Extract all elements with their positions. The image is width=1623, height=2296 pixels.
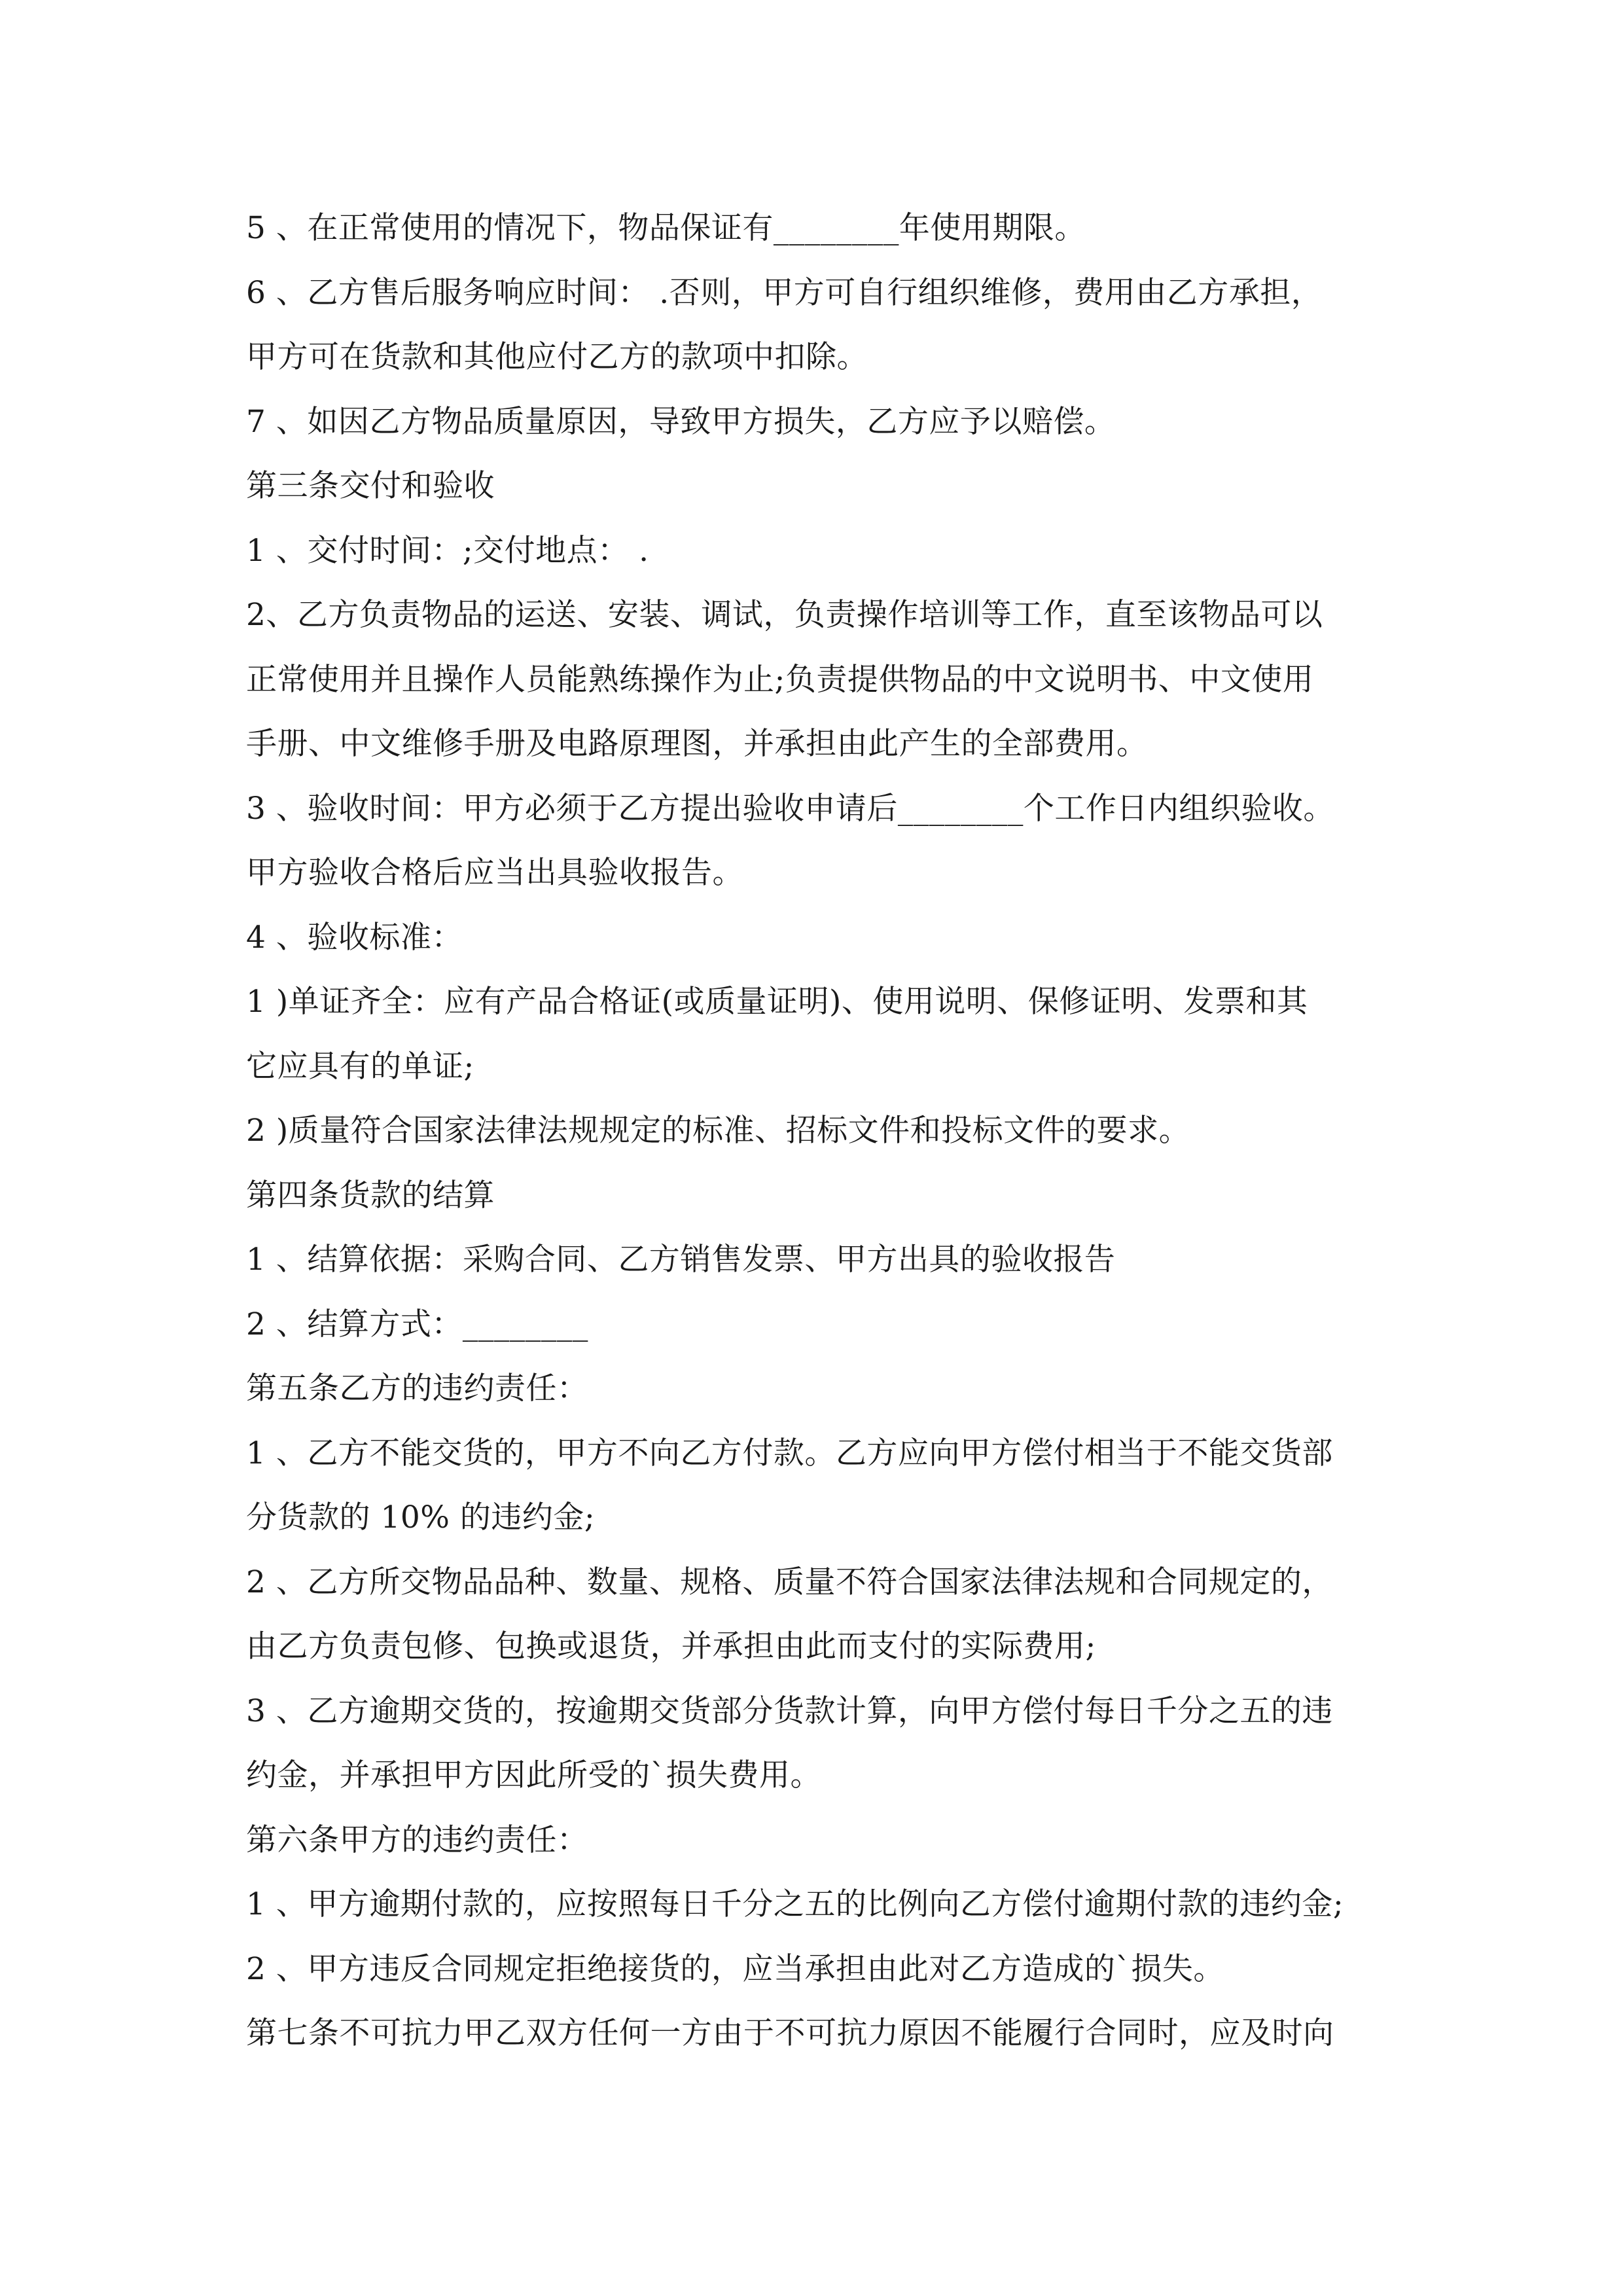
text-line: 2 )质量符合国家法律法规规定的标准、招标文件和投标文件的要求。 xyxy=(246,1113,1190,1149)
text-line: 2、乙方负责物品的运送、安装、调试，负责操作培训等工作，直至该物品可以 xyxy=(246,597,1323,633)
section-heading: 第四条货款的结算 xyxy=(246,1177,495,1213)
text-line: 7 、如因乙方物品质量原因，导致甲方损失，乙方应予以赔偿。 xyxy=(246,403,1116,440)
text-line: 3 、乙方逾期交货的，按逾期交货部分货款计算，向甲方偿付每日千分之五的违 xyxy=(246,1693,1333,1729)
text-line: 2 、乙方所交物品品种、数量、规格、质量不符合国家法律法规和合同规定的， xyxy=(246,1564,1333,1600)
text-line: 3 、验收时间：甲方必须于乙方提出验收申请后________个工作日内组织验收。 xyxy=(246,790,1334,827)
text-line: 由乙方负责包修、包换或退货，并承担由此而支付的实际费用; xyxy=(246,1628,1096,1664)
text-line: 1 )单证齐全：应有产品合格证(或质量证明)、使用说明、保修证明、发票和其 xyxy=(246,984,1308,1020)
document-body xyxy=(246,196,1398,2066)
text-line: 1 、结算依据：采购合同、乙方销售发票、甲方出具的验收报告 xyxy=(246,1242,1116,1278)
text-line: 正常使用并且操作人员能熟练操作为止;负责提供物品的中文说明书、中文使用 xyxy=(246,661,1314,698)
text-line: 手册、中文维修手册及电路原理图，并承担由此产生的全部费用。 xyxy=(246,726,1148,762)
text-line: 1 、甲方逾期付款的，应按照每日千分之五的比例向乙方偿付逾期付款的违约金; xyxy=(246,1886,1344,1922)
text-line: 4 、验收标准： xyxy=(246,919,463,956)
section-heading: 第六条甲方的违约责任： xyxy=(246,1821,588,1858)
section-heading: 第七条不可抗力甲乙双方任何一方由于不可抗力原因不能履行合同时，应及时向 xyxy=(246,2015,1334,2051)
text-line: 2 、结算方式：________ xyxy=(246,1306,588,1342)
text-line: 5 、在正常使用的情况下，物品保证有________年使用期限。 xyxy=(246,210,1086,246)
text-line: 2 、甲方违反合同规定拒绝接货的，应当承担由此对乙方造成的`损失。 xyxy=(246,1950,1224,1987)
text-line: 甲方验收合格后应当出具验收报告。 xyxy=(246,855,743,891)
text-line: 6 、乙方售后服务响应时间： .否则，甲方可自行组织维修，费用由乙方承担， xyxy=(246,274,1323,311)
section-heading: 第五条乙方的违约责任： xyxy=(246,1371,588,1407)
text-line: 它应具有的单证; xyxy=(246,1048,474,1085)
text-line: 1 、乙方不能交货的，甲方不向乙方付款。乙方应向甲方偿付相当于不能交货部 xyxy=(246,1435,1333,1471)
text-line: 约金，并承担甲方因此所受的`损失费用。 xyxy=(246,1757,821,1793)
text-line: 分货款的 10% 的违约金; xyxy=(246,1499,596,1535)
text-line: 1 、交付时间：;交付地点： . xyxy=(246,532,649,569)
section-heading: 第三条交付和验收 xyxy=(246,468,495,504)
text-line: 甲方可在货款和其他应付乙方的款项中扣除。 xyxy=(246,339,868,375)
